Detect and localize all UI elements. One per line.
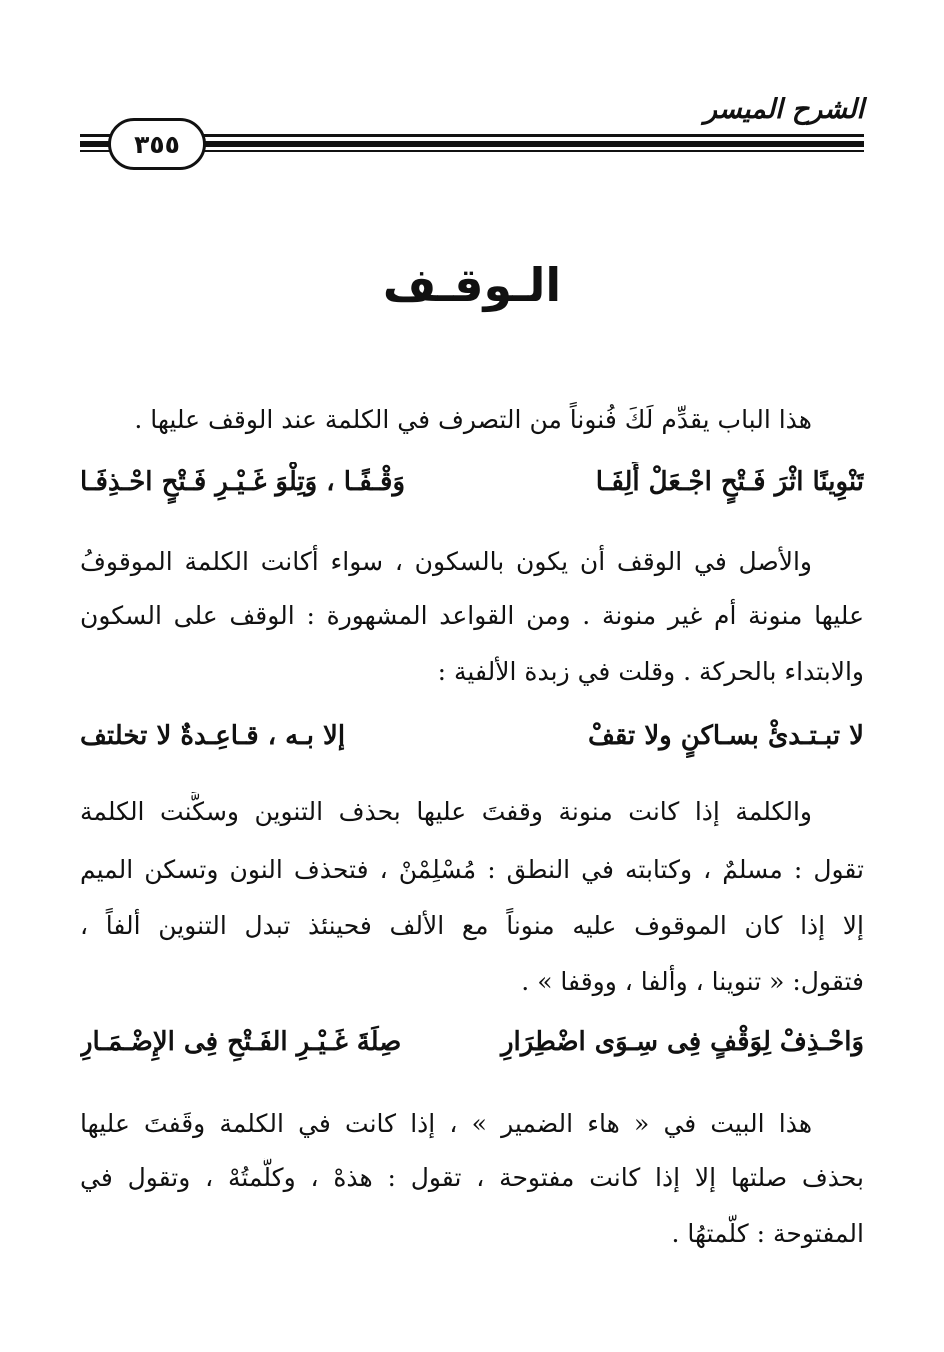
- paragraph-line: إلا إذا كان الموقوف عليه منوناً مع الألف فحينئذ تبدل التنوين ألفاً ،: [80, 911, 864, 940]
- paragraph-line: تقول : مسلمٌ ، وكتابته في النطق : مُسْلِمْنْ ، فتحذف النون وتسكن الميم: [80, 855, 864, 884]
- verse-3-first-hemistich: وَاحْـذِفْ لِوَقْفٍ فِى سِـوَى اضْطِرَارِ: [500, 1027, 864, 1057]
- verse-2-first-hemistich: لا تبـتـدئْ بسـاكنٍ ولا تقفْ: [587, 721, 864, 751]
- paragraph-line: بحذف صلتها إلا إذا كانت مفتوحة ، تقول : هذهْ ، وكلَّمتُهْ ، وتقول في: [80, 1163, 864, 1192]
- paragraph-line: والكلمة إذا كانت منونة وقفتَ عليها بحذف التنوين وسكَّنت الكلمة: [80, 797, 812, 826]
- paragraph-line: هذا البيت في « هاء الضمير » ، إذا كانت في الكلمة وقَفتَ عليها: [80, 1109, 812, 1138]
- verse-3: [80, 1022, 864, 1064]
- paragraph-line: عليها منونة أم غير منونة . ومن القواعد المشهورة : الوقف على السكون: [80, 601, 864, 630]
- paragraph-line: المفتوحة : كلَّمتهُا .: [671, 1219, 864, 1248]
- chapter-title: الـوقـف: [382, 258, 562, 312]
- verse-3-second-hemistich: صِلَةَ غَـيْـرِ الفَـتْحِ فِى الإِضْـمَـارِ: [80, 1027, 402, 1057]
- verse-1-second-hemistich: وَقْـفًـا ، وَتِلْوَ غَـيْـرِ فَـتْحٍ احْـذِفَـا: [80, 467, 405, 497]
- verse-2-second-hemistich: إلا بـه ، قـاعِـدةٌ لا تخلتف: [80, 721, 346, 751]
- verse-1-first-hemistich: تَنْوِينًا اثْرَ فَـتْحٍ اجْـعَلْ أَلِفَـا: [595, 467, 864, 497]
- verse-1: [80, 462, 864, 504]
- paragraph-line: فتقول: « تنوينا ، وألفا ، ووقفا » .: [521, 967, 864, 996]
- paragraph-line: والابتداء بالحركة . وقلت في زبدة الألفية :: [437, 657, 864, 686]
- intro-line: هذا الباب يقدِّم لَكَ فُنوناً من التصرف في الكلمة عند الوقف عليها .: [134, 405, 812, 434]
- page-number-badge: ٣٥٥: [108, 118, 206, 170]
- running-title: الشرح الميسر: [703, 94, 864, 125]
- verse-2: [80, 716, 864, 758]
- paragraph-line: والأصل في الوقف أن يكون بالسكون ، سواء أكانت الكلمة الموقوفُ: [80, 547, 812, 576]
